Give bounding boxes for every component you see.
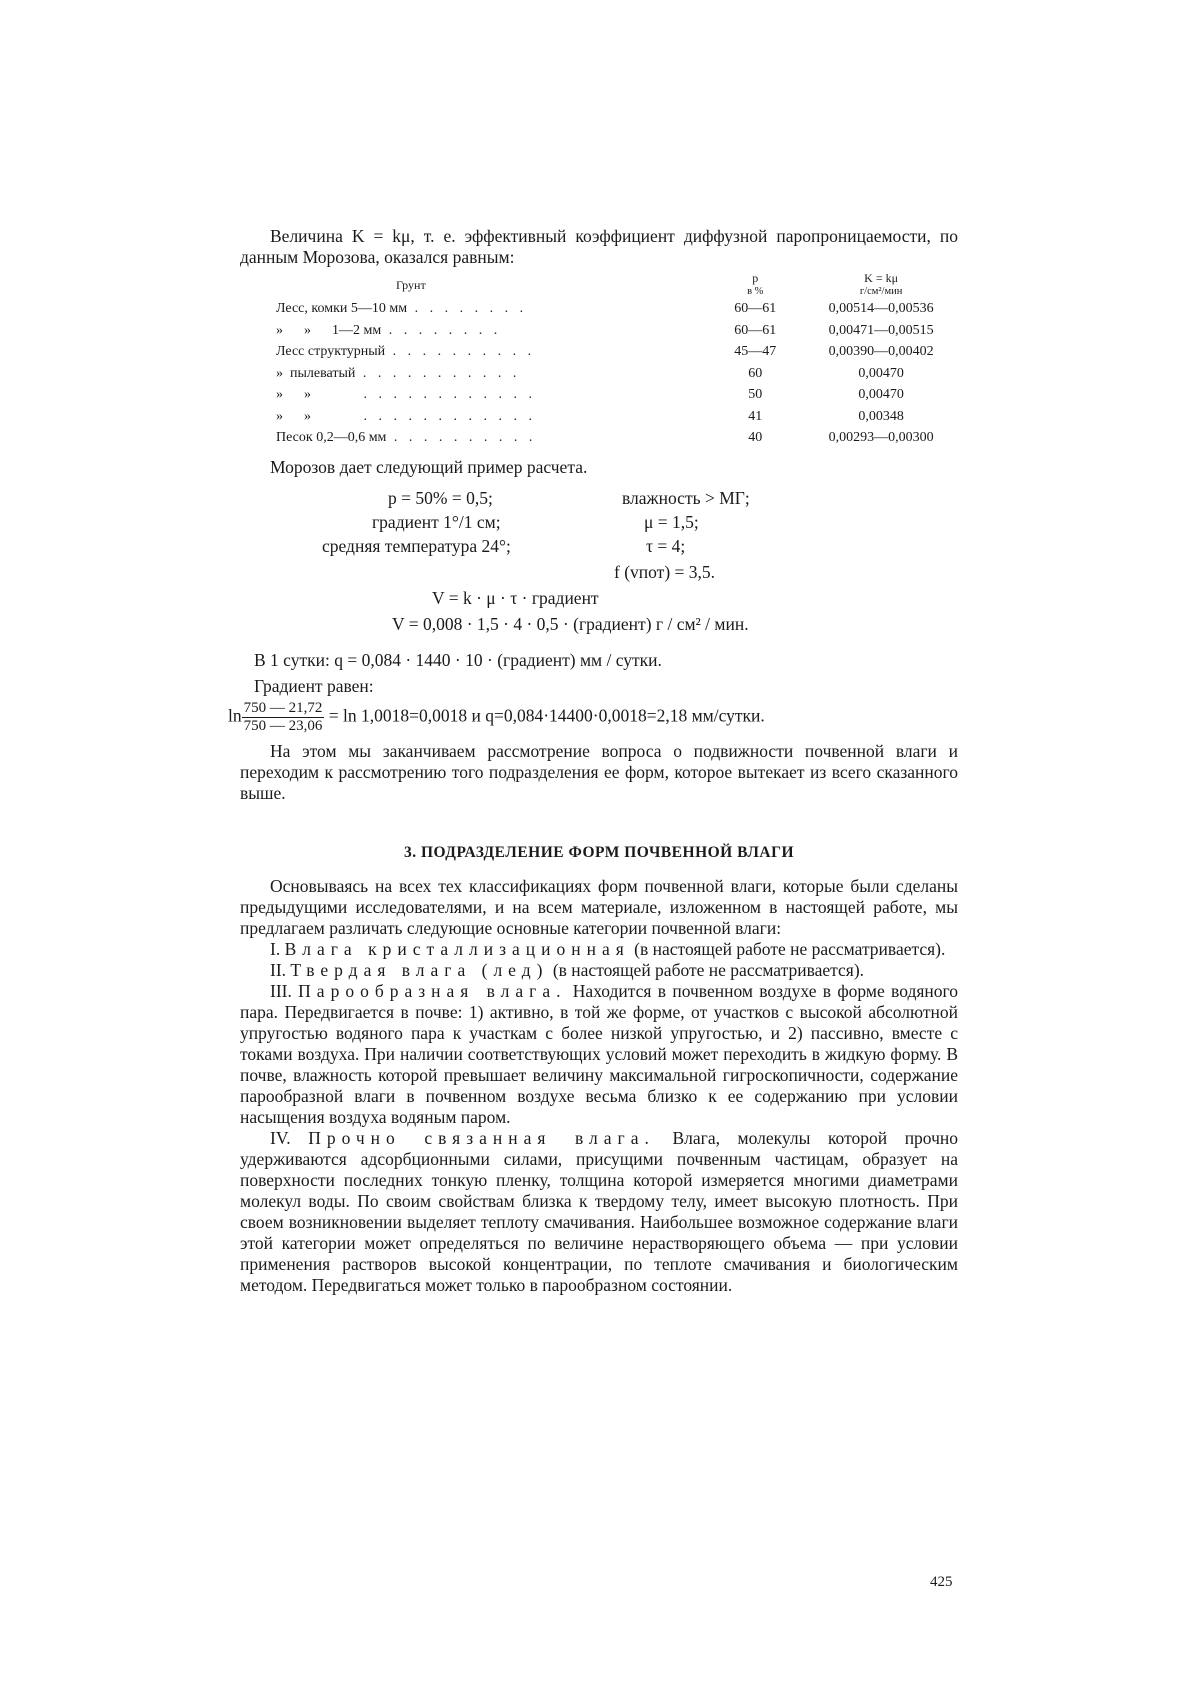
page-number: 425 [930, 1574, 953, 1590]
table-header [276, 272, 958, 298]
table-row: » » . . . . . . . . . . . . 50 0,00470 [276, 387, 904, 402]
example-line: μ = 1,5; [644, 511, 699, 532]
formula-line: V = k · μ · τ · градиент [432, 587, 599, 608]
category-item: I. Влага кристаллизационная (в настоящей работе не рассматривается). [270, 938, 946, 959]
soil-table [276, 272, 958, 449]
example-line: градиент 1°/1 см; [372, 511, 501, 532]
section-title: 3. ПОДРАЗДЕЛЕНИЕ ФОРМ ПОЧВЕННОЙ ВЛАГИ [403, 843, 795, 861]
formula-line: Градиент равен: [254, 675, 374, 696]
example-line: f (vпот) = 3,5. [614, 561, 716, 582]
section-intro: Основываясь на всех тех классификациях форм почвенной влаги, которые были сделаны предыдущими исследователями, и на всем материале, изложенном в настоящей работе, мы предлагаем различать следующие основные категории почвенной влаги: [240, 875, 958, 938]
example-heading: Морозов дает следующий пример расчета. [270, 456, 588, 477]
category-item: IV. Прочно связанная влага. Влага, молекулы которой прочно удерживаются адсорбционными силами, присущими почвенным частицам, образует на поверхности последних тонкую пленку, толщина которой измеряется многими диаметрами молекул воды. По своим свойствам близка к твердому телу, имеет высокую плотность. При своем возникновении выделяет теплоту смачивания. Наибольшее возможное содержание влаги этой категории может определяться по величине нерастворяющего объема — при условии применения растворов высокой концентрации, по теплоте смачивания и биологическим методом. Передвигаться может только в парообразном состоянии. [240, 1127, 959, 1295]
table-row: Песок 0,2—0,6 мм . . . . . . . . . . 40 0,00293—0,00300 [276, 430, 934, 445]
formula-line: В 1 сутки: q = 0,084 · 1440 · 10 · (градиент) мм / сутки. [254, 649, 662, 670]
example-block [240, 486, 958, 646]
example-line: τ = 4; [646, 535, 686, 556]
formula-line: V = 0,008 · 1,5 · 4 · 0,5 · (градиент) г / см² / мин. [392, 613, 749, 634]
example-line: средняя температура 24°; [322, 535, 511, 556]
fraction: $\frac{750 — 21,72}{750 — 23,06}$ [243, 699, 323, 734]
category-item: III. Парообразная влага. Находится в почвенном воздухе в форме водяного пара. Передвигается в почве: 1) активно, в той же форме, от участков с высокой абсолютной упругостью водяного пара к участкам с более низкой упругостью, и 2) пассивно, вместе с токами воздуха. При наличии соответствующих условий может переходить в жидкую форму. В почве, влажность которой превышает величину максимальной гигроскопичности, содержание парообразной влаги в почвенном воздухе весьма близко к ее содержанию при условии насыщения воздуха водяным паром. [240, 980, 959, 1127]
header-k: K = kμ г/см²/мин [859, 271, 903, 297]
table-row: » » . . . . . . . . . . . . 41 0,00348 [276, 408, 904, 424]
example-line: влажность > МГ; [622, 487, 750, 508]
page-body [228, 226, 959, 1296]
header-p: p в % [747, 271, 764, 297]
closing-paragraph: На этом мы заканчиваем рассмотрение вопроса о подвижности почвенной влаги и переходим к рассмотрению того подразделения ее форм, которое вытекает из всего сказанного выше. [240, 740, 958, 803]
table-row: » пылеватый . . . . . . . . . . . 60 0,00470 [276, 365, 904, 381]
ln-formula: ln $\frac{750 — 21,72}{750 — 23,06}$ = ln 1,0018=0,0018 и q=0,084·14400·0,0018=2,18 мм/сутки. [228, 699, 765, 734]
table-row: Лесс структурный . . . . . . . . . . 45—47 0,00390—0,00402 [276, 344, 934, 359]
table-row: » » 1—2 мм . . . . . . . . 60—61 0,00471—0,00515 [276, 322, 934, 338]
table-row: Лесс, комки 5—10 мм . . . . . . . . 60—61 0,00514—0,00536 [276, 301, 934, 316]
example-line: p = 50% = 0,5; [388, 487, 493, 508]
intro-paragraph: Величина K = kμ, т. е. эффективный коэффициент диффузной паропроницаемости, по данным Морозова, оказался равным: [240, 226, 958, 267]
category-item: II. Твердая влага (лед) (в настоящей работе не рассматривается). [270, 959, 865, 980]
header-soil: Грунт [396, 277, 426, 292]
